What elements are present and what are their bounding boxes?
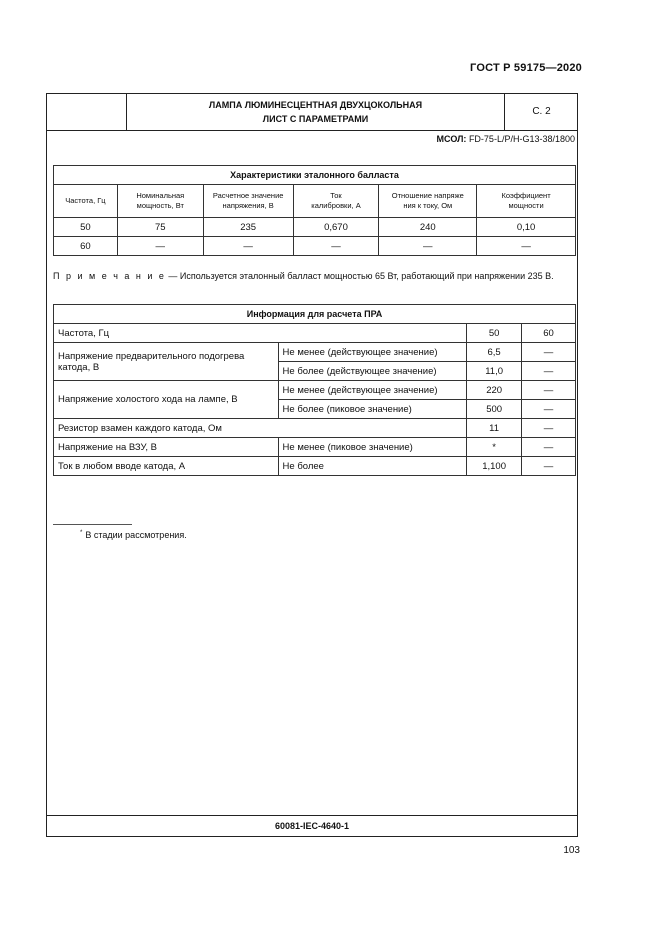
ballast-table-title: Характеристики эталонного балласта bbox=[54, 166, 576, 185]
sheet-header bbox=[47, 94, 577, 131]
table-cell: 50 bbox=[54, 218, 118, 237]
table-cell: Напряжение холостого хода на лампе, В bbox=[54, 381, 279, 419]
sheet-title-line2: ЛИСТ С ПАРАМЕТРАМИ bbox=[262, 114, 369, 124]
table-row bbox=[54, 419, 576, 438]
calc-table-title: Информация для расчета ПРА bbox=[54, 305, 576, 324]
table-cell: 220 bbox=[467, 381, 522, 400]
table-cell: 6,5 bbox=[467, 343, 522, 362]
table-cell: — bbox=[522, 381, 576, 400]
table-row bbox=[54, 237, 576, 256]
table-cell: — bbox=[522, 343, 576, 362]
note-label: П р и м е ч а н и е bbox=[53, 271, 166, 281]
table-cell: 11 bbox=[467, 419, 522, 438]
ballast-header-cell: Коэффициент мощности bbox=[477, 185, 576, 218]
table-cell: — bbox=[522, 457, 576, 476]
document-code: ГОСТ Р 59175—2020 bbox=[470, 62, 582, 74]
table-cell: Не более (действующее значение) bbox=[278, 362, 467, 381]
calc-table bbox=[53, 304, 576, 476]
table-cell: 500 bbox=[467, 400, 522, 419]
msol-value: FD-75-L/P/H-G13-38/1800 bbox=[468, 134, 575, 144]
note bbox=[53, 271, 583, 281]
ballast-header-cell: Частота, Гц bbox=[54, 185, 118, 218]
table-cell: Не менее (пиковое значение) bbox=[278, 438, 467, 457]
table-cell: 240 bbox=[379, 218, 477, 237]
table-cell: Не более (пиковое значение) bbox=[278, 400, 467, 419]
table-cell: — bbox=[293, 237, 379, 256]
table-cell: — bbox=[522, 419, 576, 438]
ballast-header-cell: Ток калибровки, А bbox=[293, 185, 379, 218]
ballast-header-cell: Отношение напряже ния к току, Ом bbox=[379, 185, 477, 218]
footnote-divider bbox=[53, 524, 132, 525]
table-row bbox=[54, 218, 576, 237]
msol-label: МСОЛ: bbox=[436, 134, 467, 144]
sheet-footer: 60081-IEC-4640-1 bbox=[47, 815, 577, 837]
table-row bbox=[54, 438, 576, 457]
ballast-header-cell: Номинальная мощность, Вт bbox=[117, 185, 203, 218]
page-number: 103 bbox=[563, 845, 580, 856]
table-cell: 50 bbox=[467, 324, 522, 343]
table-cell: — bbox=[522, 362, 576, 381]
table-cell: 1,100 bbox=[467, 457, 522, 476]
table-cell: Напряжение предварительного подогрева катода, В bbox=[54, 343, 279, 381]
ballast-table bbox=[53, 165, 576, 256]
table-cell: * bbox=[467, 438, 522, 457]
table-row bbox=[54, 457, 576, 476]
table-cell: — bbox=[379, 237, 477, 256]
table-cell: Резистор взамен каждого катода, Ом bbox=[54, 419, 467, 438]
table-cell: Частота, Гц bbox=[54, 324, 467, 343]
table-cell: 0,10 bbox=[477, 218, 576, 237]
table-cell: 11,0 bbox=[467, 362, 522, 381]
table-cell: — bbox=[117, 237, 203, 256]
table-cell: Не менее (действующее значение) bbox=[278, 381, 467, 400]
table-cell: 60 bbox=[522, 324, 576, 343]
table-cell: Не более bbox=[278, 457, 467, 476]
table-cell: Напряжение на ВЗУ, В bbox=[54, 438, 279, 457]
table-cell: 235 bbox=[203, 218, 293, 237]
table-cell: 60 bbox=[54, 237, 118, 256]
table-cell: — bbox=[203, 237, 293, 256]
sheet-title-line1: ЛАМПА ЛЮМИНЕСЦЕНТНАЯ ДВУХЦОКОЛЬНАЯ bbox=[208, 100, 423, 110]
footnote-text: В стадии рассмотрения. bbox=[85, 530, 187, 540]
msol-designation bbox=[437, 134, 575, 144]
table-cell: — bbox=[522, 438, 576, 457]
footnote-mark: * bbox=[80, 530, 83, 536]
table-cell: — bbox=[477, 237, 576, 256]
table-row bbox=[54, 324, 576, 343]
header-empty-cell bbox=[47, 94, 127, 130]
table-cell: Ток в любом вводе катода, А bbox=[54, 457, 279, 476]
table-cell: 0,670 bbox=[293, 218, 379, 237]
table-row bbox=[54, 343, 576, 362]
note-text: — Используется эталонный балласт мощностью 65 Вт, работающий при напряжении 235 В. bbox=[165, 271, 554, 281]
ballast-header-cell: Расчетное значение напряжения, В bbox=[203, 185, 293, 218]
sheet-page: С. 2 bbox=[532, 106, 551, 117]
footnote bbox=[80, 530, 187, 540]
sheet-title bbox=[127, 94, 505, 130]
table-cell: 75 bbox=[117, 218, 203, 237]
ballast-header-row bbox=[54, 185, 576, 218]
table-cell: Не менее (действующее значение) bbox=[278, 343, 467, 362]
table-row bbox=[54, 381, 576, 400]
table-cell: — bbox=[522, 400, 576, 419]
